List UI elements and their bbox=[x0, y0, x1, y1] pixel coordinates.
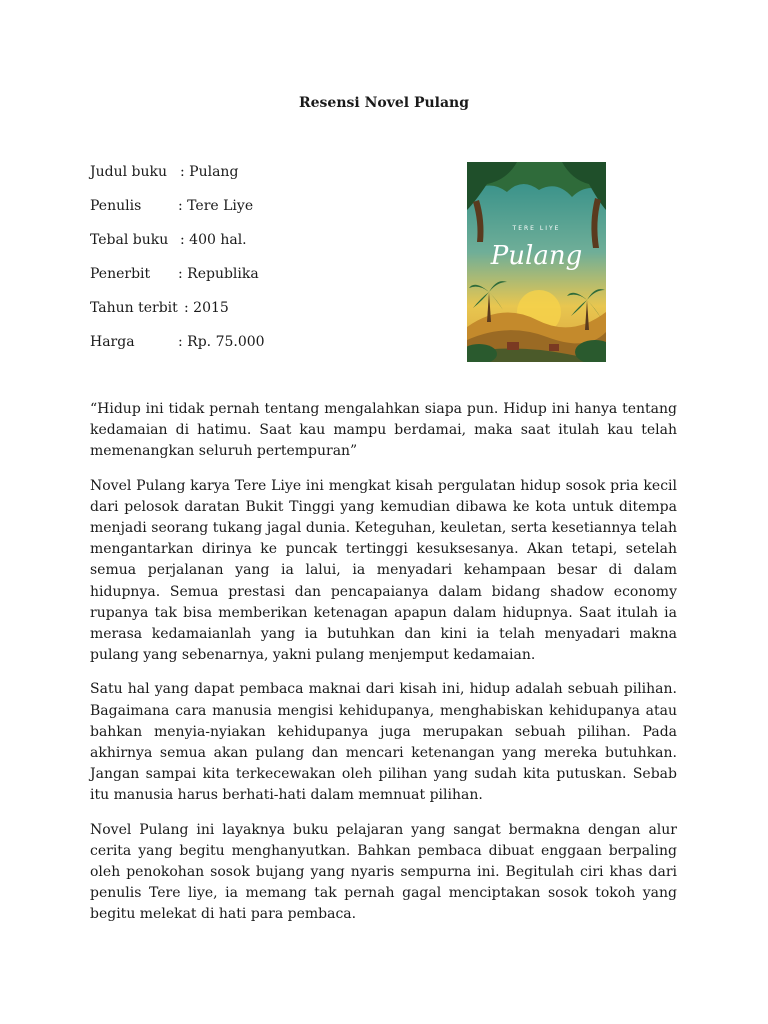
cover-title-text: Pulang bbox=[490, 241, 583, 271]
page-title: Resensi Novel Pulang bbox=[298, 95, 470, 111]
body-paragraph: Novel Pulang karya Tere Liye ini mengkat kisah pergulatan hidup sosok pria kecil dari pelosok daratan Bukit Tinggi yang kemudian dibawa ke kota untuk ditempa menjadi seorang tukang jagal dunia. Keteguhan, keuletan, serta kesetiannya telah mengantarkan dirinya ke puncak tertinggi kesuksesanya. Akan tetapi, setelah semua perjalanan yang ia lalui, ia menyadari kehampaan besar di dalam hidupnya. Semua prestasi dan pencapaianya dalam bidang shadow economy rupanya tak bisa memberikan ketenagan apapun dalam hidupnya. Saat itulah ia merasa kedamaianlah yang ia butuhkan dan kini ia telah menyadari makna pulang yang sebenarnya, yakni pulang menjemput kedamaian. bbox=[90, 477, 677, 664]
detail-value: : Pulang bbox=[180, 164, 239, 180]
quote-paragraph: “Hidup ini tidak pernah tentang mengalahkan siapa pun. Hidup ini hanya tentang kedamaian di hatimu. Saat kau mampu berdamai, maka saat itulah kau telah memenangkan seluruh pertempuran” bbox=[90, 401, 677, 460]
body-paragraph: Novel Pulang ini layaknya buku pelajaran yang sangat bermakna dengan alur cerita yang begitu menghanyutkan. Bahkan pembaca dibuat enggaan berpaling oleh penokohan sosok bujang yang nyaris sempurna ini. Begitulah ciri khas dari penulis Tere liye, ia memang tak pernah gagal menciptakan sosok tokoh yang begitu melekat di hati para pembaca. bbox=[90, 821, 677, 923]
cover-author-text: TERE LIYE bbox=[512, 225, 561, 232]
detail-label: Tahun terbit bbox=[90, 300, 178, 316]
detail-value: : 400 hal. bbox=[180, 232, 247, 248]
body-paragraph: Satu hal yang dapat pembaca maknai dari kisah ini, hidup adalah sebuah pilihan. Bagaimana cara manusia mengisi kehidupanya, menghabiskan kehidupanya atau bahkan menyia-nyiakan kehidupanya juga merupakan sebuah pilihan. Pada akhirnya semua akan pulang dan mencari ketenangan yang mereka butuhkan. Jangan sampai kita terkecewakan oleh pilihan yang sudah kita putuskan. Sebab itu manusia harus berhati-hati dalam memnuat pilihan. bbox=[90, 681, 677, 804]
detail-value: : Republika bbox=[178, 266, 259, 282]
detail-label: Penulis bbox=[90, 198, 142, 214]
detail-label: Judul buku bbox=[90, 164, 168, 180]
detail-label: Tebal buku bbox=[90, 232, 169, 248]
review-body bbox=[90, 399, 677, 939]
detail-value: : Tere Liye bbox=[178, 198, 254, 214]
book-cover-image bbox=[467, 162, 606, 362]
detail-value: : 2015 bbox=[184, 300, 229, 316]
detail-value: : Rp. 75.000 bbox=[178, 334, 265, 350]
detail-label: Penerbit bbox=[90, 266, 151, 282]
detail-label: Harga bbox=[90, 334, 135, 350]
